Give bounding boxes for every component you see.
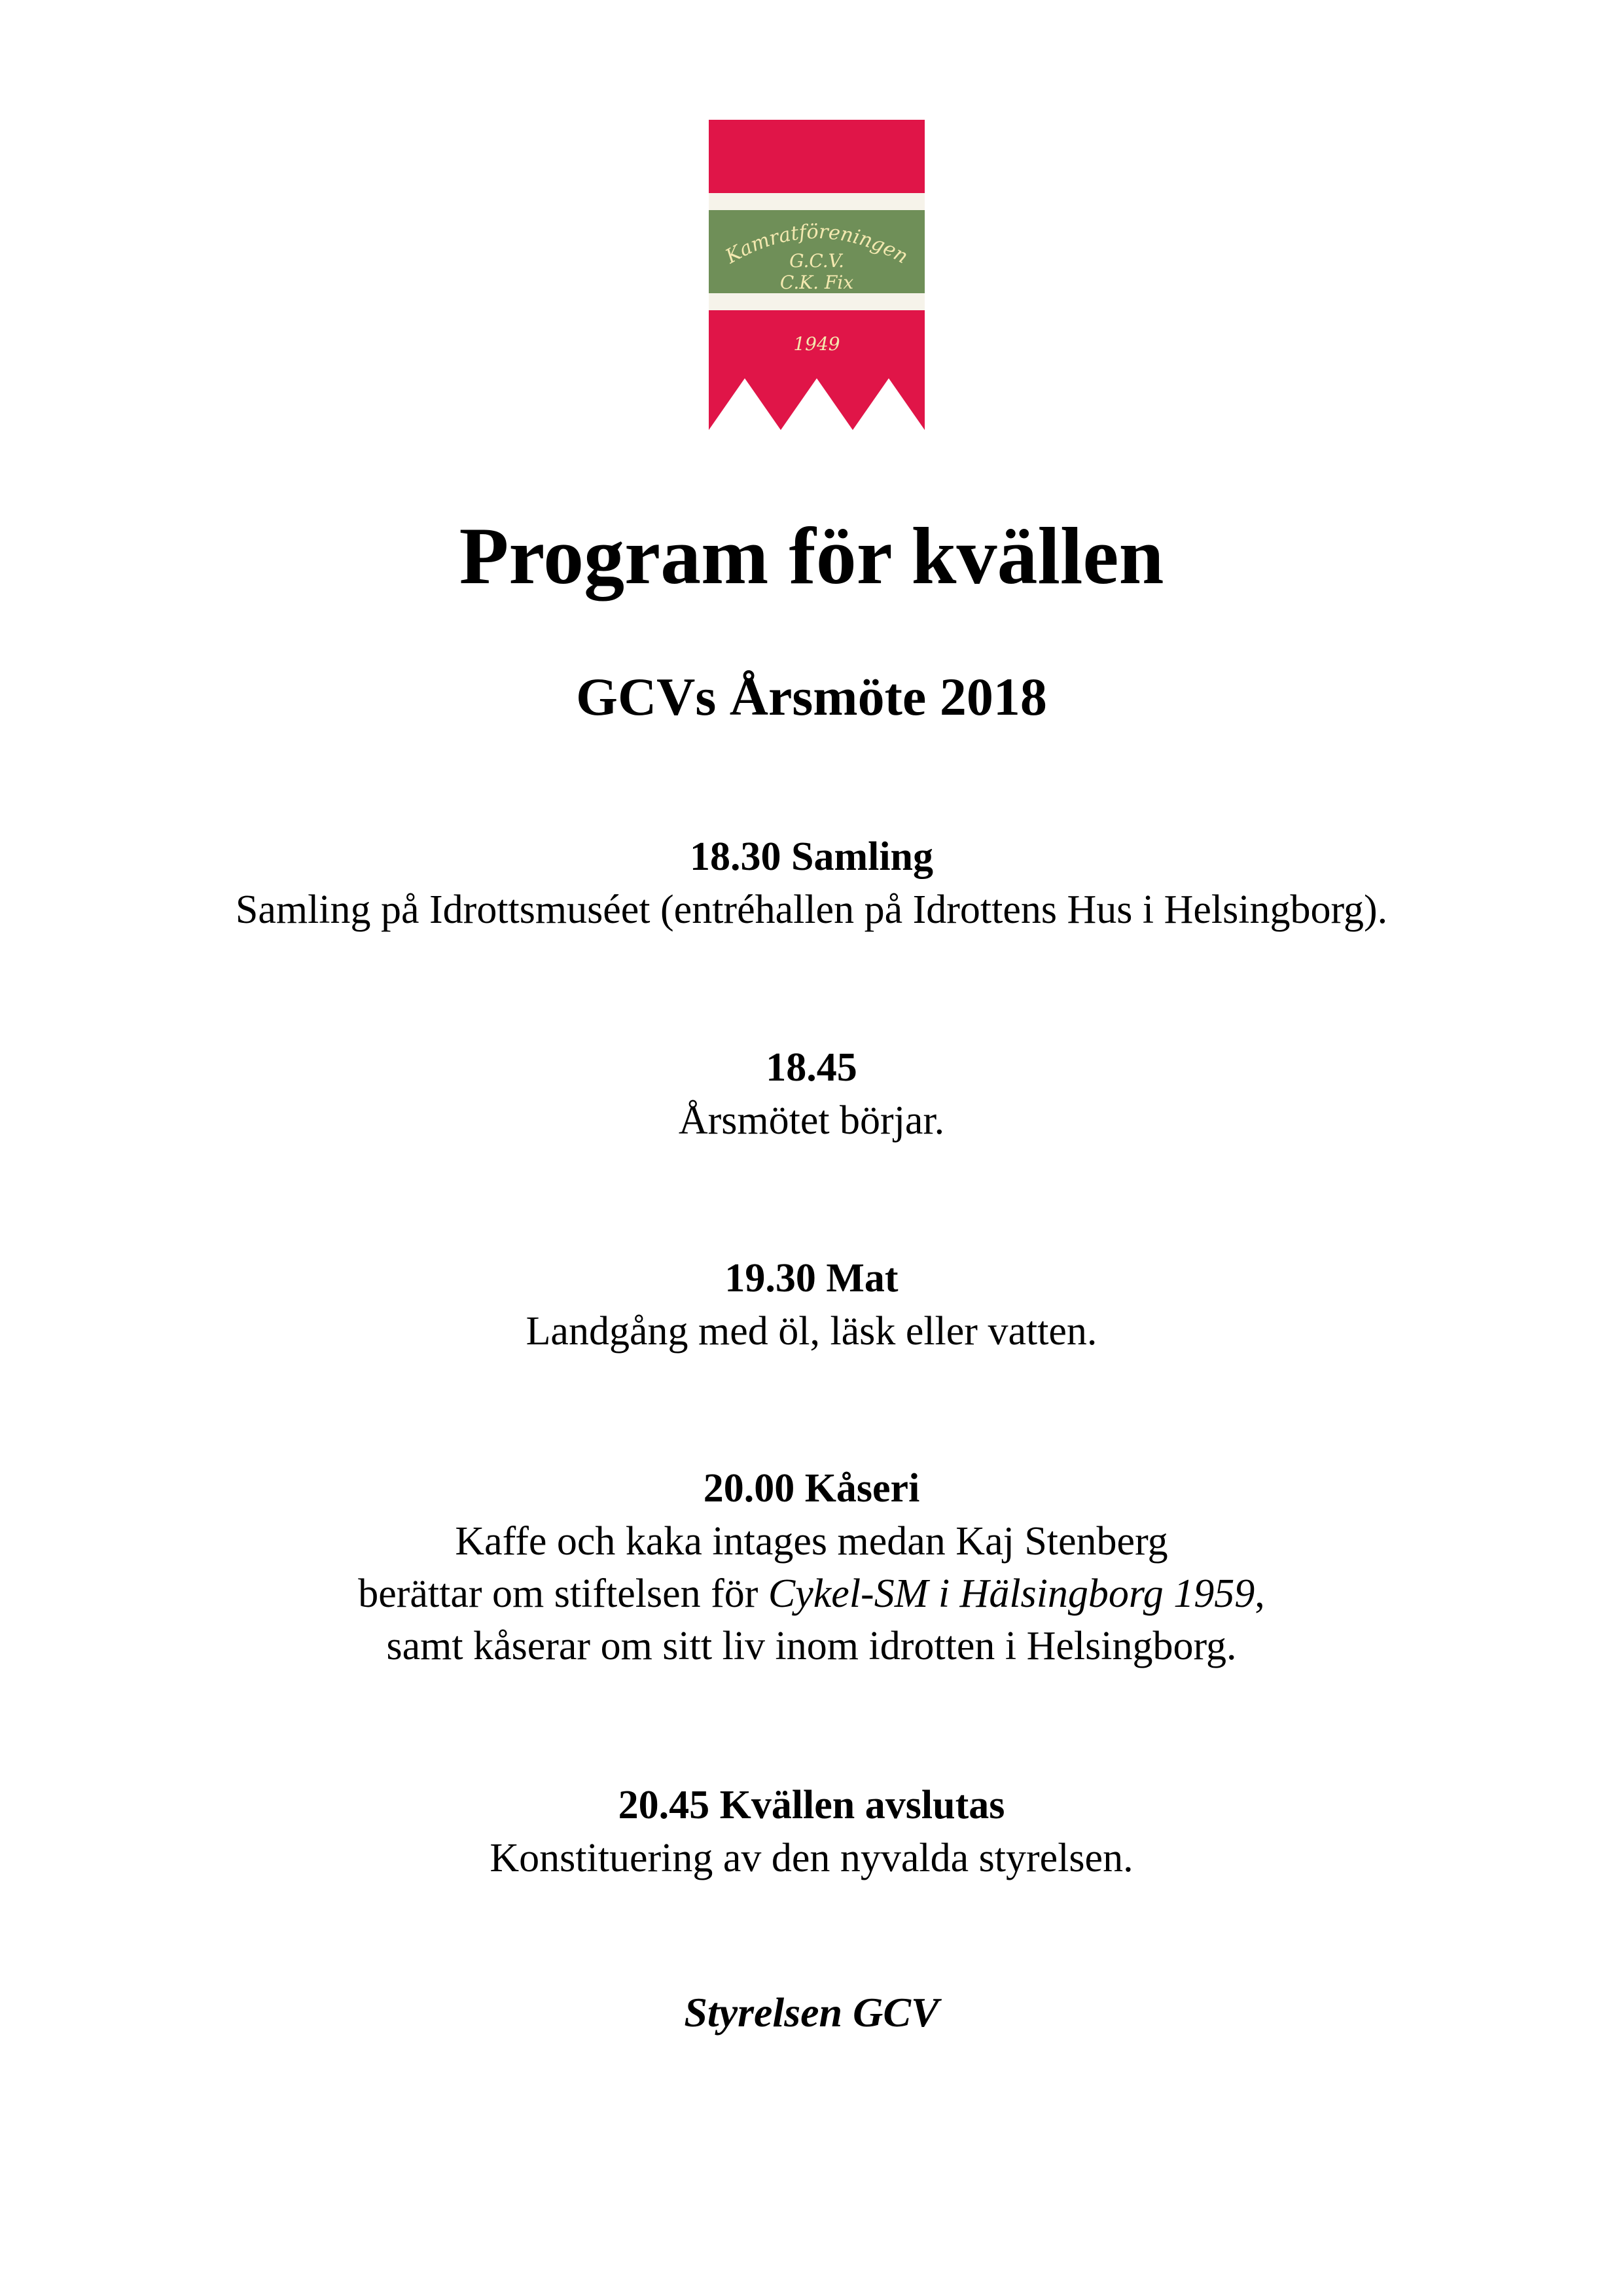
text-prefix: berättar om stiftelsen för <box>358 1571 768 1616</box>
program-item-heading: 18.30 Samling <box>689 834 934 879</box>
program-item-text: samt kåserar om sitt liv inom idrotten i Helsingborg. <box>386 1624 1237 1668</box>
logo-line-gcv: G.C.V. <box>789 250 844 272</box>
program-item <box>0 1778 1623 1884</box>
program-item-text: Samling på Idrottsmuséet (entréhallen på Idrottens Hus i Helsingborg). <box>235 888 1388 932</box>
logo-year: 1949 <box>793 333 840 355</box>
signature: Styrelsen GCV <box>684 1989 939 2036</box>
event-title-italic: Cykel-SM i Hälsingborg 1959 <box>768 1571 1255 1616</box>
program-item-text: Årsmötet börjar. <box>678 1098 945 1143</box>
logo-arc-text: Kamratföreningen <box>721 220 912 269</box>
program-item <box>0 1251 1623 1357</box>
program-item-heading: 19.30 Mat <box>724 1256 899 1300</box>
page-title: Program för kvällen <box>459 511 1164 601</box>
program-item <box>0 1462 1623 1672</box>
program-item-heading: 18.45 <box>766 1045 857 1090</box>
club-pennant-logo <box>709 120 925 430</box>
logo-line-ckfix: C.K. Fix <box>779 272 854 293</box>
program-item-heading: 20.45 Kvällen avslutas <box>618 1783 1005 1827</box>
program-item-text: Kaffe och kaka intages medan Kaj Stenberg <box>455 1519 1168 1564</box>
program-item-heading: 20.00 Kåseri <box>703 1466 920 1511</box>
text-suffix: , <box>1255 1571 1265 1616</box>
program-item <box>0 830 1623 936</box>
program-item-text <box>0 1568 1623 1620</box>
program-item-text: Landgång med öl, läsk eller vatten. <box>526 1309 1097 1354</box>
program-item <box>0 1041 1623 1147</box>
program-item-text: Konstituering av den nyvalda styrelsen. <box>490 1836 1133 1880</box>
page-subtitle: GCVs Årsmöte 2018 <box>576 667 1047 726</box>
